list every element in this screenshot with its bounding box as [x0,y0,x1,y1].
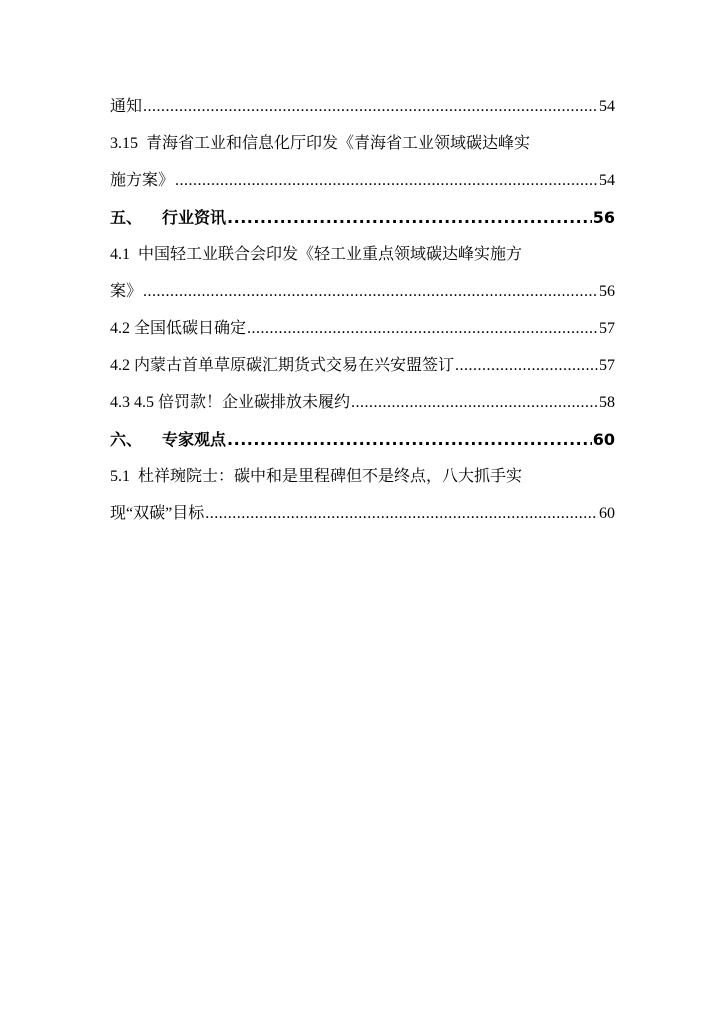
toc-entry[interactable] [110,347,615,384]
toc-entry-continuation[interactable] [110,162,615,199]
toc-page-number: 54 [599,98,615,115]
toc-entry-title: 青海省工业和信息化厅印发《青海省工业领域碳达峰实 [146,135,531,152]
toc-leader-dots [247,310,598,347]
toc-section-title: 行业资讯 [162,208,227,227]
toc-entry-title-cont: 施方案》 [110,172,175,189]
toc-entry-title-cont: 现“双碳”目标 [110,505,205,522]
toc-section-heading[interactable] [110,421,615,458]
toc-entry-number: 5.1 [110,468,130,485]
toc-page-number: 56 [592,208,615,227]
toc-leader-dots [205,495,598,532]
toc-page-number: 60 [592,430,615,449]
toc-page-number: 60 [599,505,615,522]
toc-entry-number: 3.15 [110,135,138,152]
toc-entry[interactable] [110,458,615,495]
toc-section-heading[interactable] [110,199,615,236]
toc-page-number: 57 [599,320,615,337]
table-of-contents [110,88,615,532]
toc-entry-title: 4.3 4.5 倍罚款！企业碳排放未履约 [110,394,351,411]
toc-page-number: 56 [599,283,615,300]
toc-page-number: 58 [599,394,615,411]
toc-leader-dots [455,347,598,384]
toc-entry-number: 4.1 [110,246,130,263]
toc-entry[interactable] [110,384,615,421]
toc-entry[interactable] [110,125,615,162]
toc-entry-title-cont: 案》 [110,283,143,300]
toc-entry-title: 杜祥琬院士：碳中和是里程碑但不是终点，八大抓手实 [138,468,523,485]
toc-entry-title: 4.2 全国低碳日确定 [110,320,247,337]
toc-entry[interactable] [110,88,615,125]
toc-section-number: 六、 [110,430,143,449]
toc-page-number: 54 [599,172,615,189]
toc-entry[interactable] [110,236,615,273]
toc-entry-title: 中国轻工业联合会印发《轻工业重点领域碳达峰实施方 [138,246,523,263]
toc-entry-continuation[interactable] [110,273,615,310]
toc-section-number: 五、 [110,208,143,227]
toc-entry[interactable] [110,310,615,347]
toc-entry-title: 4.2 内蒙古首单草原碳汇期货式交易在兴安盟签订 [110,357,455,374]
toc-leader-dots [175,162,598,199]
toc-leader-dots [227,421,592,458]
toc-leader-dots [351,384,598,421]
toc-page-number: 57 [599,357,615,374]
toc-section-title: 专家观点 [162,430,227,449]
toc-entry-title: 通知 [110,98,143,115]
toc-leader-dots [143,273,598,310]
toc-leader-dots [143,88,598,125]
toc-entry-continuation[interactable] [110,495,615,532]
toc-leader-dots [227,199,592,236]
